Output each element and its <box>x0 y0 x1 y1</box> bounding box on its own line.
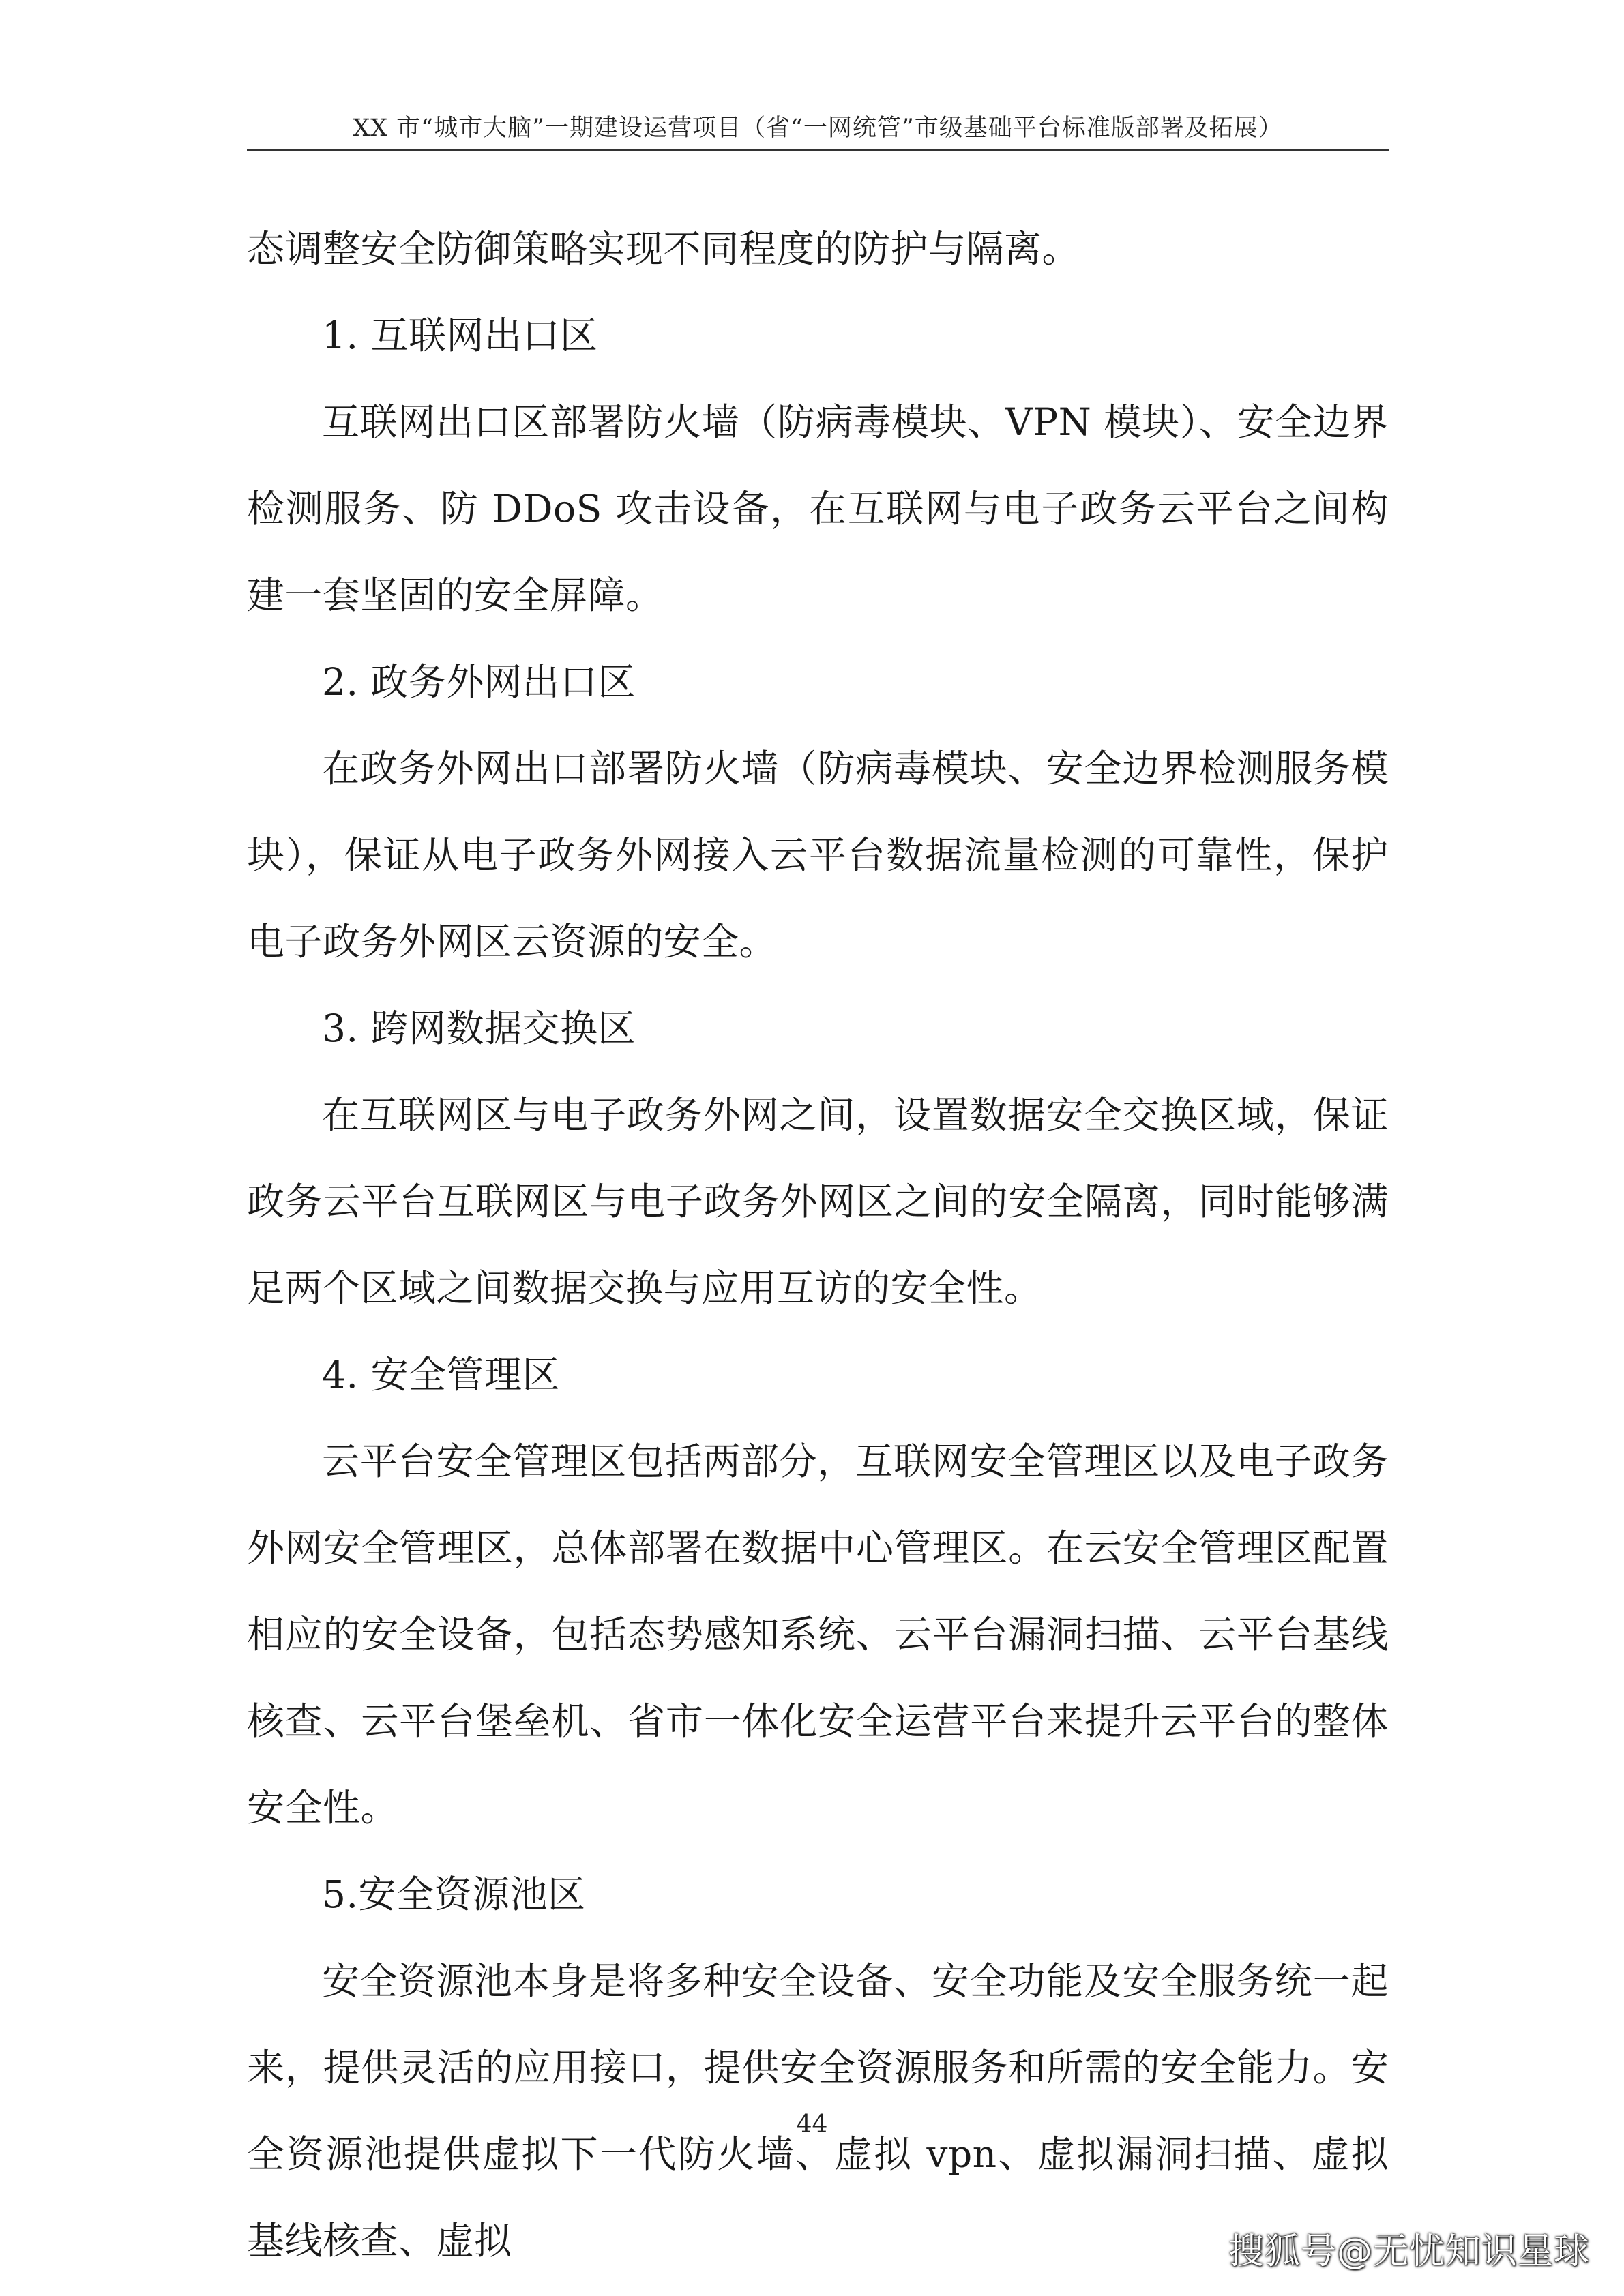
header-rule <box>247 149 1389 151</box>
paragraph-cross-network-exchange: 在互联网区与电子政务外网之间，设置数据安全交换区域，保证政务云平台互联网区与电子政务外网区之间的安全隔离，同时能够满足两个区域之间数据交换与应用互访的安全性。 <box>247 1093 1389 1310</box>
page-number: 44 <box>796 2111 828 2138</box>
paragraph-continuation: 态调整安全防御策略实现不同程度的防护与隔离。 <box>247 227 1080 271</box>
paragraph-internet-exit: 互联网出口区部署防火墙（防病毒模块、VPN 模块）、安全边界检测服务、防 DDoS 攻击设备，在互联网与电子政务云平台之间构建一套坚固的安全屏障。 <box>247 400 1389 617</box>
section-heading-cross-network-exchange: 3. 跨网数据交换区 <box>322 1007 636 1050</box>
section-heading-gov-extranet-exit: 2. 政务外网出口区 <box>322 660 636 704</box>
section-heading-security-resource-pool: 5.安全资源池区 <box>322 1873 586 1916</box>
paragraph-security-resource-pool: 安全资源池本身是将多种安全设备、安全功能及安全服务统一起来，提供灵活的应用接口，提供安全资源服务和所需的安全能力。安全资源池提供虚拟下一代防火墙、虚拟 vpn、虚拟漏洞扫描、虚拟基线核查、虚拟 <box>247 1959 1389 2263</box>
section-heading-security-management: 4. 安全管理区 <box>322 1353 560 1397</box>
running-header: XX 市“城市大脑”一期建设运营项目（省“一网统管”市级基础平台标准版部署及拓展） <box>353 115 1283 142</box>
document-body <box>247 206 1389 2284</box>
section-heading-internet-exit: 1. 互联网出口区 <box>322 314 598 357</box>
paragraph-gov-extranet-exit: 在政务外网出口部署防火墙（防病毒模块、安全边界检测服务模块），保证从电子政务外网接入云平台数据流量检测的可靠性，保护电子政务外网区云资源的安全。 <box>247 747 1389 964</box>
watermark: 搜狐号@无忧知识星球 <box>1228 2231 1590 2272</box>
paragraph-security-management: 云平台安全管理区包括两部分，互联网安全管理区以及电子政务外网安全管理区，总体部署在数据中心管理区。在云安全管理区配置相应的安全设备，包括态势感知系统、云平台漏洞扫描、云平台基线核查、云平台堡垒机、省市一体化安全运营平台来提升云平台的整体安全性。 <box>247 1440 1389 1830</box>
